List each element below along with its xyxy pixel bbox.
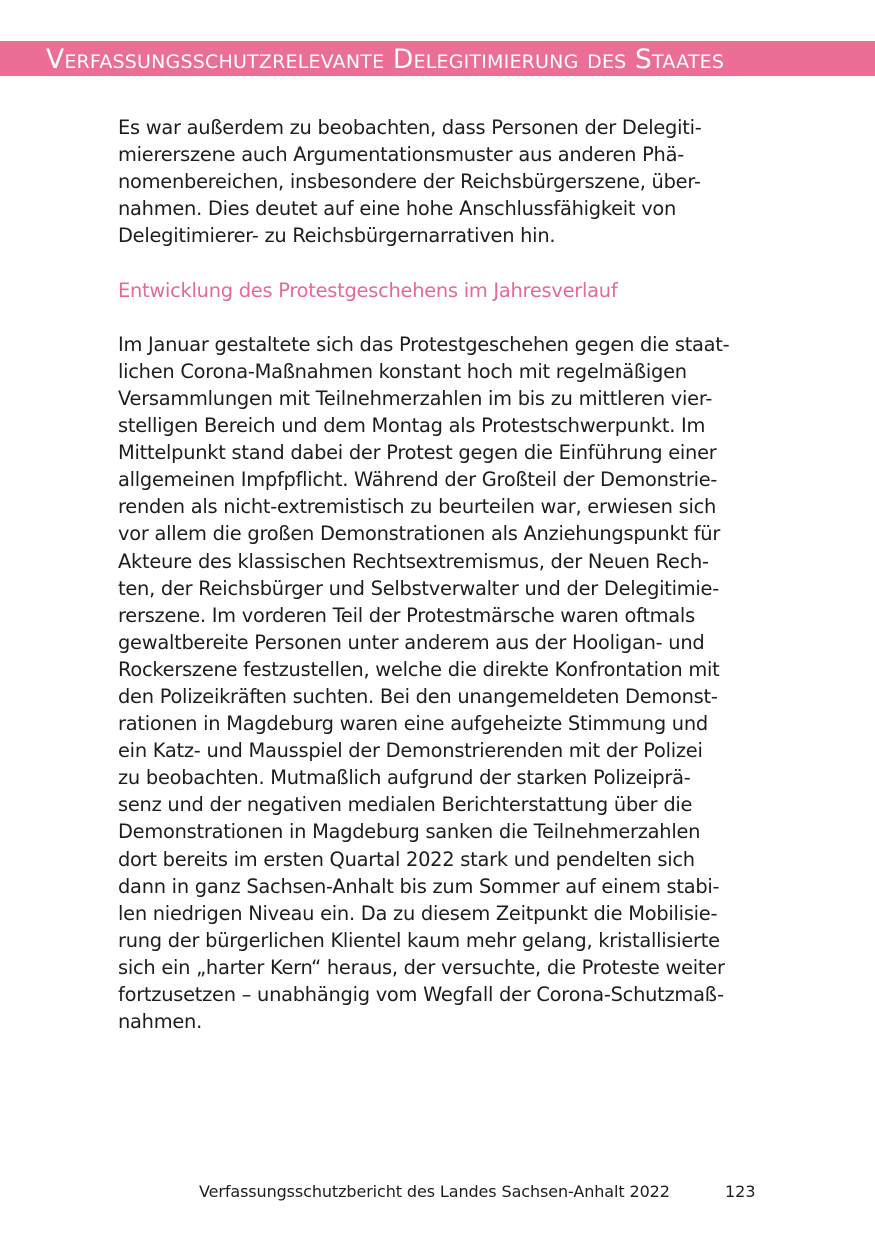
text-line: rung der bürgerlichen Klientel kaum mehr gelang, kristallisierte: [118, 928, 720, 952]
text-line: renden als nicht-extremistisch zu beurteilen war, erwiesen sich: [118, 495, 717, 519]
text-line: rationen in Magdeburg waren eine aufgeheizte Stimmung und: [118, 712, 708, 736]
text-line: len niedrigen Niveau ein. Da zu diesem Zeitpunkt die Mobilisie-: [118, 901, 718, 925]
main-content: [118, 114, 768, 1035]
text-line: vor allem die großen Demonstrationen als Anziehungspunkt für: [118, 522, 721, 546]
footer-publication-title: Verfassungsschutzbericht des Landes Sachsen-Anhalt 2022: [199, 1182, 670, 1201]
text-line: Delegitimierer- zu Reichsbürgernarrativen hin.: [118, 224, 556, 248]
text-line: Versammlungen mit Teilnehmerzahlen im bis zu mittleren vier-: [118, 386, 713, 410]
text-line: nahmen.: [118, 1010, 202, 1034]
paragraph-protest-development: [118, 331, 768, 1035]
page-number: 123: [725, 1182, 756, 1201]
section-subheading: Entwicklung des Protestgeschehens im Jahresverlauf: [118, 278, 618, 302]
text-line: Es war außerdem zu beobachten, dass Personen der Delegiti-: [118, 116, 702, 139]
text-line: dann in ganz Sachsen-Anhalt bis zum Sommer auf einem stabi-: [118, 874, 720, 898]
text-line: Akteure des klassischen Rechtsextremismus, der Neuen Rech-: [118, 549, 709, 573]
text-line: sich ein „harter Kern“ heraus, der versuchte, die Proteste weiter: [118, 955, 725, 979]
text-line: lichen Corona-Maßnahmen konstant hoch mit regelmäßigen: [118, 359, 687, 383]
text-line: Mittelpunkt stand dabei der Protest gegen die Einführung einer: [118, 441, 717, 465]
spacer: [118, 304, 768, 331]
text-line: zu beobachten. Mutmaßlich aufgrund der starken Polizeiprä-: [118, 766, 691, 790]
paragraph-intro: [118, 114, 768, 249]
text-line: nomenbereichen, insbesondere der Reichsbürgerszene, über-: [118, 170, 701, 194]
text-line: miererszene auch Argumentationsmuster aus anderen Phä-: [118, 143, 684, 167]
text-line: gewaltbereite Personen unter anderem aus der Hooligan- und: [118, 630, 705, 654]
text-line: ten, der Reichsbürger und Selbstverwalter und der Delegitimie-: [118, 576, 719, 600]
text-line: Im Januar gestaltete sich das Protestgeschehen gegen die staat-: [118, 332, 730, 356]
text-line: fortzusetzen – unabhängig vom Wegfall der Corona-Schutzmaß-: [118, 983, 724, 1006]
text-line: senz und der negativen medialen Berichterstattung über die: [118, 793, 693, 817]
text-line: nahmen. Dies deutet auf eine hohe Anschlussfähigkeit von: [118, 197, 677, 221]
text-line: Rockerszene festzustellen, welche die direkte Konfrontation mit: [118, 657, 720, 681]
page-header-title: Verfassungsschutzrelevante Delegitimierung des Staates: [46, 44, 725, 75]
text-line: Demonstrationen in Magdeburg sanken die Teilnehmerzahlen: [118, 820, 701, 844]
text-line: rerszene. Im vorderen Teil der Protestmärsche waren oftmals: [118, 603, 695, 627]
text-line: allgemeinen Impfpflicht. Während der Großteil der Demonstrie-: [118, 468, 718, 492]
spacer: [118, 249, 768, 276]
text-line: dort bereits im ersten Quartal 2022 stark und pendelten sich: [118, 847, 695, 871]
text-line: den Polizeikräften suchten. Bei den unangemeldeten Demonst-: [118, 684, 718, 708]
text-line: ein Katz- und Mausspiel der Demonstrierenden mit der Polizei: [118, 739, 703, 763]
text-line: stelligen Bereich und dem Montag als Protestschwerpunkt. Im: [118, 414, 706, 438]
